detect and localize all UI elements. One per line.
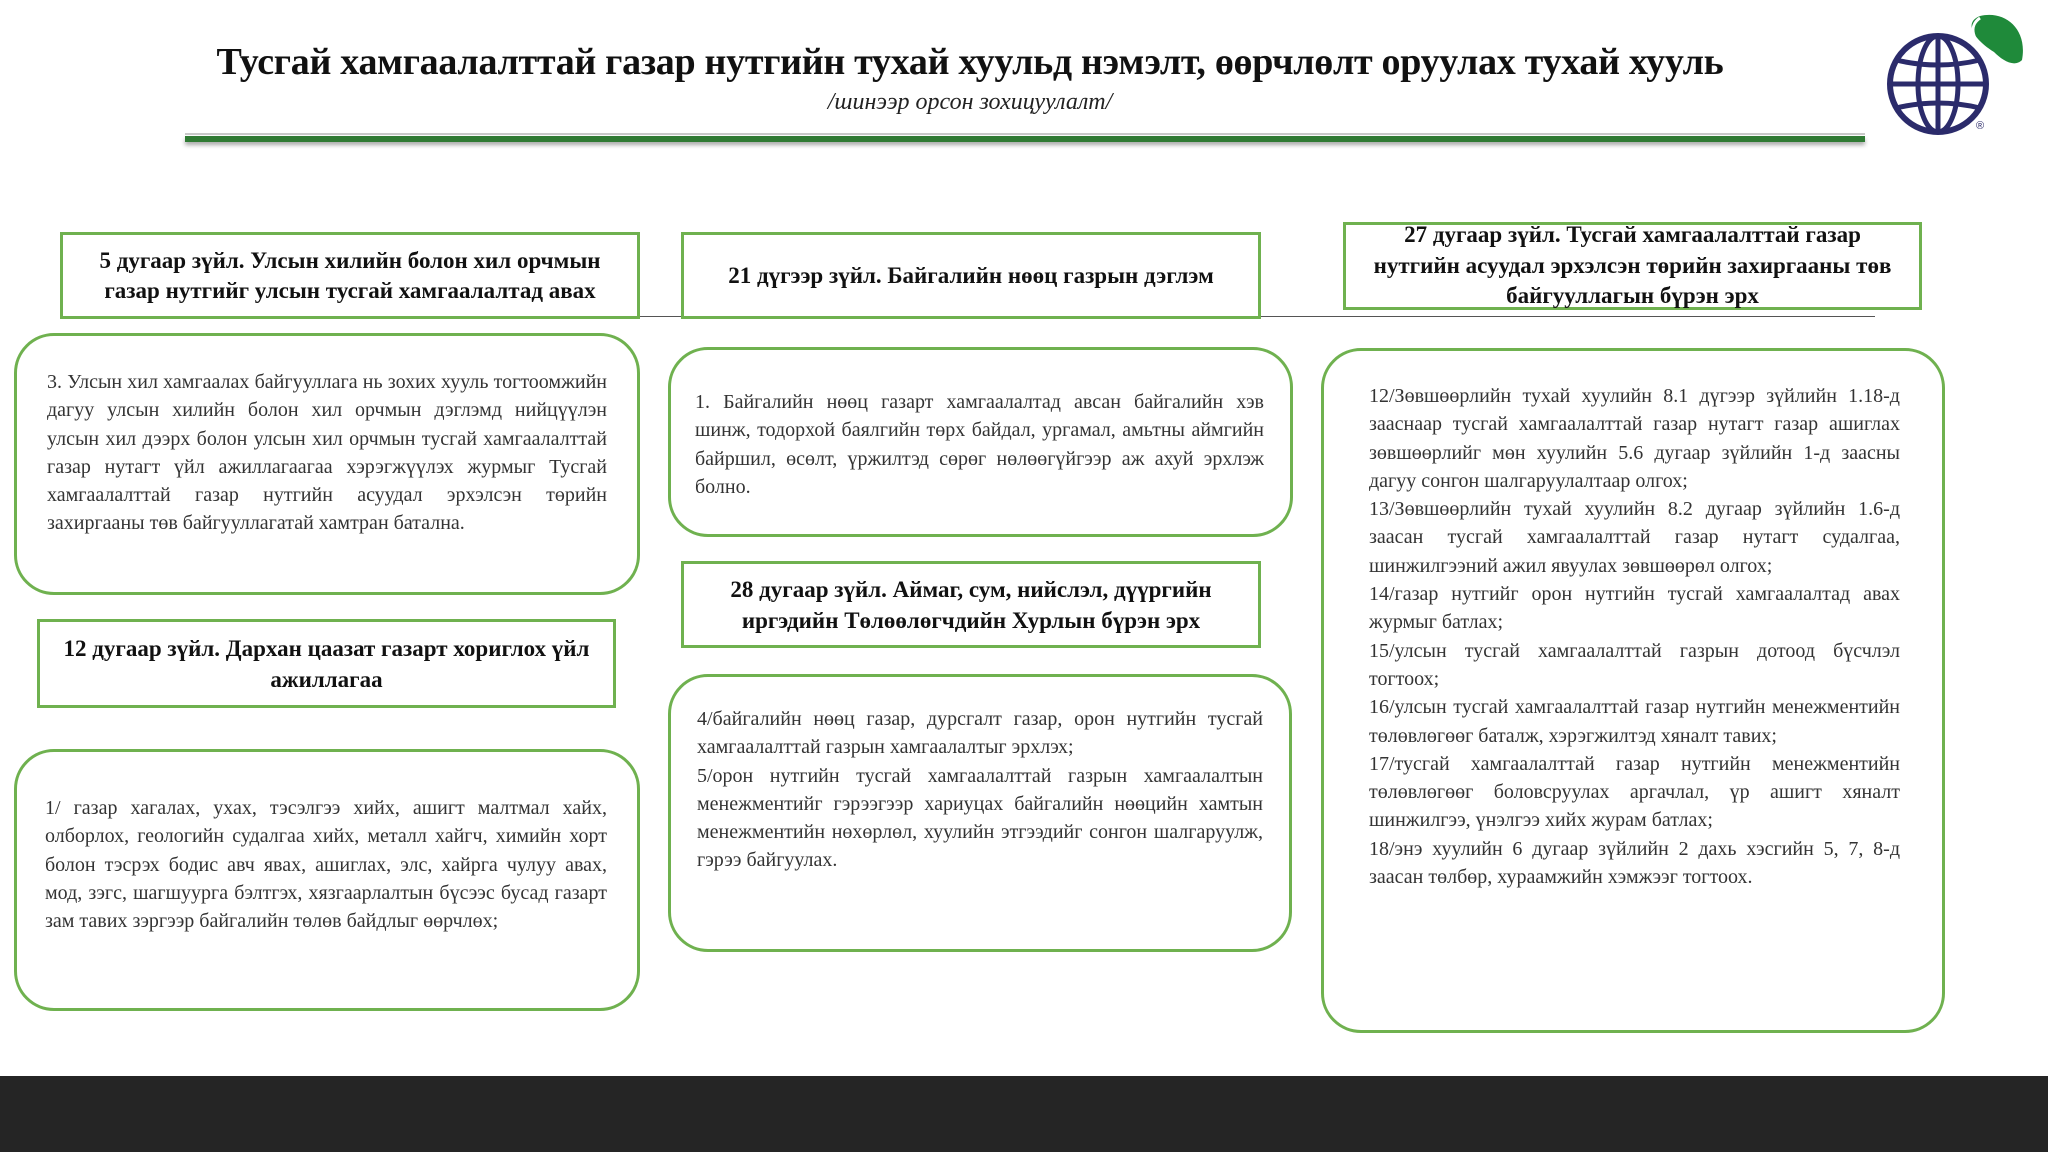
trademark-mark: ® — [1976, 120, 1985, 132]
article-5-text: 3. Улсын хил хамгаалах байгууллага нь зохих хууль тогтоомжийн дагуу улсын хилийн болон хил орчмын дэглэмд нийцүүлэн улсын хил дээрх болон улсын хил орчмын тусгай хамгаалалттай газар нутагт үйл ажиллагаагаа хэрэгжүүлэх журмыг Тусгай хамгаалалттай газар нутгийн асуудал эрхэлсэн төрийн захиргааны төв байгууллагатай хамтран батална. — [47, 371, 607, 535]
article-28-heading: 28 дугаар зүйл. Аймаг, сум, нийслэл, дүүргийн иргэдийн Төлөөлөгчдийн Хурлын бүрэн эрх — [681, 561, 1261, 648]
article-27-item: 12/Зөвшөөрлийн тухай хуулийн 8.1 дүгээр зүйлийн 1.18-д зааснаар тусгай хамгаалалттай газар нутагт газар ашиглах зөвшөөрлийг мөн хуулийн 5.6 дугаар зүйлийн 1-д заасны дагуу сонгон шалгаруулалтаар олгох; — [1369, 385, 1900, 492]
article-27-item: 15/улсын тусгай хамгаалалттай газрын дотоод бүсчлэл тогтоох; — [1369, 639, 1900, 690]
page-subtitle: /шинээр орсон зохицуулалт/ — [827, 89, 1113, 115]
article-27-item: 13/Зөвшөөрлийн тухай хуулийн 8.2 дугаар зүйлийн 1.6-д заасан тусгай хамгаалалттай газар нутагт судалгаа, шинжилгээний ажил явуулах зөвшөөрөл олгох; — [1369, 498, 1900, 577]
article-27-item: 18/энэ хуулийн 6 дугаар зүйлийн 2 дахь хэсгийн 5, 7, 8-д заасан төлбөр, хураамжийн хэмжээг тогтоох. — [1369, 837, 1900, 889]
article-21-text-box — [668, 347, 1293, 537]
article-27-heading: 27 дугаар зүйл. Тусгай хамгаалалттай газар нутгийн асуудал эрхэлсэн төрийн захиргааны төв байгууллагын бүрэн эрх — [1343, 222, 1922, 310]
article-12-text: 1/ газар хагалах, ухах, тэсэлгээ хийх, ашигт малтмал хайх, олборлох, геологийн судалгаа хийх, металл хайгч, химийн хорт болон тэсрэх бодис авч явах, ашиглах, элс, хайрга чулуу авах, мод, зэгс, шагшуурга бэлтгэх, хязгаарлалтын бүсээс бусад газарт зам тавих зэргээр байгалийн төлөв байдлыг өөрчлөх; — [45, 797, 607, 933]
article-27-text-box — [1321, 348, 1945, 1033]
article-28-text-box — [668, 674, 1292, 952]
footer-bar — [0, 1076, 2048, 1152]
article-21-heading: 21 дүгээр зүйл. Байгалийн нөөц газрын дэглэм — [681, 232, 1261, 319]
title-divider — [185, 136, 1865, 142]
title-divider-thin — [185, 133, 1865, 135]
article-12-text-box — [14, 749, 640, 1011]
page-title: Тусгай хамгаалалттай газар нутгийн тухай хуульд нэмэлт, өөрчлөлт оруулах тухай хууль — [216, 41, 1724, 83]
header-connector-line — [1260, 316, 1875, 317]
article-27-item: 14/газар нутгийг орон нутгийн тусгай хамгаалалтад авах журмыг батлах; — [1369, 583, 1900, 634]
article-5-heading: 5 дугаар зүйл. Улсын хилийн болон хил орчмын газар нутгийг улсын тусгай хамгаалалтад авах — [60, 232, 640, 319]
article-21-text: 1. Байгалийн нөөц газарт хамгаалалтад авсан байгалийн хэв шинж, тодорхой баялгийн төрх байдал, ургамал, амьтны аймгийн байршил, өсөлт, үржилтэд сөрөг нөлөөгүйгээр аж ахуй эрхлэж болно. — [695, 391, 1264, 498]
article-27-item: 16/улсын тусгай хамгаалалттай газар нутгийн менежментийн төлөвлөгөөг баталж, хэрэгжилтэд хяналт тавих; — [1369, 696, 1900, 747]
article-28-item: 5/орон нутгийн тусгай хамгаалалттай газрын хамгаалалтын менежментийг гэрээгээр хариуцах байгалийн нөөцийн хамтын менежментийн нөхөрлөл, хуулийн этгээдийг сонгон шалгаруулж, гэрээ байгуулах. — [697, 764, 1263, 872]
article-27-item: 17/тусгай хамгаалалттай газар нутгийн менежментийн төлөвлөгөөг боловсруулах аргачлал, үр ашигт хяналт шинжилгээ, үнэлгээ хийх журам батлах; — [1369, 752, 1900, 832]
globe-leaf-logo-icon — [1876, 8, 2026, 138]
article-28-item: 4/байгалийн нөөц газар, дурсгалт газар, орон нутгийн тусгай хамгаалалттай газрын хамгаалалтыг эрхлэх; — [697, 708, 1263, 759]
article-12-heading: 12 дугаар зүйл. Дархан цаазат газарт хориглох үйл ажиллагаа — [37, 619, 616, 708]
article-5-text-box — [14, 333, 640, 595]
